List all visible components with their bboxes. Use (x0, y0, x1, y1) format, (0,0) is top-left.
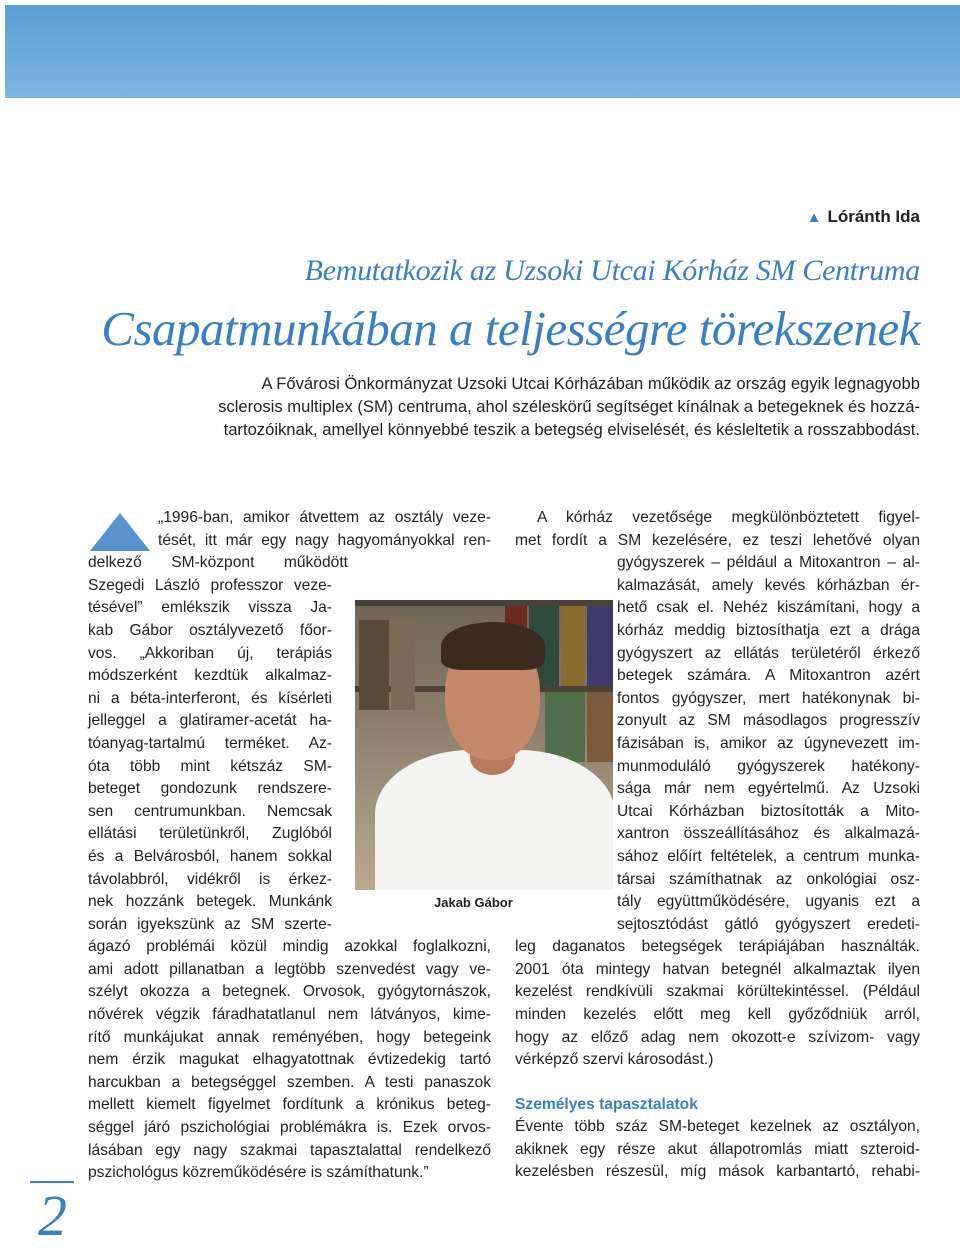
body-line: ágazó problémái közül mindig azokkal foglalkozni, (88, 938, 491, 956)
body-line: Évente több száz SM-beteget kezelnek az osztályon, (515, 1118, 920, 1135)
body-line: tóanyag-tartalmú terméket. Az- (88, 734, 332, 752)
body-line: vos. „Akkoriban új, terápiás (88, 644, 332, 662)
body-line: fontos gyógyszer, mert hatékonynak bi- (617, 689, 920, 707)
body-line: nem érzik magukat elhagyatottnak évtizedekig tartó (88, 1051, 491, 1069)
lead-line: A Fővárosi Önkormányzat Uzsoki Utcai Kórházában működik az ország egyik legnagyobb (261, 374, 920, 393)
body-line: szélyt okozza a betegnek. Orvosok, gyógytornászok, (88, 983, 491, 1001)
page-number: 2 (38, 1183, 67, 1248)
body-line: pszichológus közreműködésére is számíthatunk.” (88, 1164, 429, 1182)
body-line: A kórház vezetősége megkülönböztetett figyel- (537, 509, 920, 526)
body-line: során igyekszünk az SM szerte- (88, 915, 332, 933)
body-line: nek hozzánk betegek. Munkánk (88, 893, 332, 911)
body-line: Szegedi László professzor veze- (88, 576, 332, 594)
lead-paragraph (88, 372, 920, 441)
body-line: módszerként kezdtük alkalmaz- (88, 667, 332, 685)
body-line: sához előírt feltételek, a centrum munka- (617, 847, 920, 865)
body-line: fázisában is, amikor az úgynevezett im- (617, 734, 920, 752)
body-line: társai számíthatnak az onkológiai osz- (617, 870, 920, 888)
body-line: delkező SM-központ működött (88, 554, 348, 572)
body-line: hogy az előző adag nem okozott-e szívizom- vagy (515, 1028, 920, 1046)
body-line: kezelést rendkívüli szakmai körültekintéssel. (Például (515, 983, 920, 1001)
section-text (515, 1116, 920, 1184)
body-line: lásában egy nagy szakmai tapasztalattal rendelkező (88, 1141, 491, 1159)
right-column-text (515, 507, 920, 1072)
body-line: tését, itt már egy nagy hagyományokkal ren- (158, 531, 491, 549)
body-line: betegek számára. A Mitoxantron azért (617, 667, 920, 685)
body-line: „1996-ban, amikor átvettem az osztály veze- (158, 509, 491, 526)
article-subtitle: Bemutatkozik az Uzsoki Utcai Kórház SM Centruma (304, 254, 920, 287)
body-line: gyógyszerek – például a Mitoxantron – al- (617, 554, 920, 572)
section-heading: Személyes tapasztalatok (515, 1096, 698, 1113)
body-line: kezelésben részesül, míg mások karbantartó, rehabi- (515, 1163, 920, 1181)
body-line: ni a béta-interferont, és kísérleti (88, 689, 332, 707)
body-line: vérképző szervi károsodást.) (515, 1051, 714, 1069)
body-line: sejtosztódást gátló gyógyszert eredeti- (617, 915, 920, 933)
author-byline (807, 207, 920, 227)
body-line: nővérek végzik fáradhatatlanul nem látványos, kime- (88, 1006, 491, 1024)
body-line: harcukban a betegséggel szemben. A testi panaszok (88, 1073, 491, 1091)
body-line: és a Belvárosból, hanem sokkal (88, 847, 332, 865)
body-line: rítő munkájukat annak reményében, hogy betegeink (88, 1028, 491, 1046)
top-color-band (5, 5, 960, 98)
body-line: tály együttműködésére, ugyanis ezt a (617, 893, 920, 911)
lead-line: tartozóiknak, amellyel könnyebbé teszik a betegség elviselését, és késleltetik a rosszabbodást. (223, 420, 920, 439)
body-line: kab Gábor osztályvezető főor- (88, 621, 332, 639)
body-line: minden kezelés előtt meg kell győződniük arról, (515, 1006, 920, 1024)
body-line: xantron összeállításához és alkalmazá- (617, 825, 920, 843)
body-line: beteget gondozunk rendszere- (88, 780, 332, 798)
body-line: leg daganatos betegségek terápiájában használták. (515, 938, 920, 956)
body-line: akiknek egy része akut állapotromlás miatt szteroid- (515, 1140, 920, 1158)
article-title: Csapatmunkában a teljességre törekszenek (101, 301, 920, 356)
body-line: 2001 óta mintegy hatvan betegnél alkalmaztak ilyen (515, 960, 920, 978)
body-line: távolabbról, vidékről is érkez- (88, 870, 332, 888)
body-line: óta több mint kétszáz SM- (88, 757, 332, 775)
body-line: Utcai Kórházban biztosították a Mito- (617, 802, 920, 820)
body-line: sága már nem egyértelmű. Az Uzsoki (617, 780, 920, 798)
body-line: munmoduláló gyógyszerek hatékony- (617, 757, 920, 775)
body-line: séggel járó pszichológiai problémákra is. Ezek orvos- (88, 1119, 491, 1137)
body-line: sen centrumunkban. Nemcsak (88, 802, 332, 820)
book (391, 620, 415, 710)
body-line: met fordít a SM kezelésére, ez teszi lehetővé olyan (515, 531, 920, 549)
body-line: mellett kiemelt figyelmet fordítunk a krónikus beteg- (88, 1096, 491, 1114)
body-line: kalmazását, amely kevés kórházban ér- (617, 576, 920, 594)
body-line: ellátási területünkről, Zuglóból (88, 825, 332, 843)
body-line: hető csak el. Nehéz kiszámítani, hogy a (617, 599, 920, 617)
lead-line: sclerosis multiplex (SM) centruma, ahol széleskörű segítséget kínálnak a betegeknek és hozzá- (218, 397, 920, 416)
body-line: ami adott pillanatban a legtöbb szenvedést vagy ve- (88, 960, 491, 978)
body-line: tésével” emlékszik vissza Ja- (88, 599, 332, 617)
body-line: kórház meddig biztosíthatja ezt a drága (617, 621, 920, 639)
photo-caption: Jakab Gábor (434, 895, 513, 910)
book (359, 620, 389, 710)
triangle-bullet-icon: ▲ (806, 209, 822, 226)
body-line: jelleggel a glatiramer-acetát ha- (88, 712, 332, 730)
author-name: Lóránth Ida (827, 207, 920, 226)
body-line: gyógyszert az ellátás területéről érkező (617, 644, 920, 662)
body-line: zonyult az SM másodlagos progresszív (617, 712, 920, 730)
